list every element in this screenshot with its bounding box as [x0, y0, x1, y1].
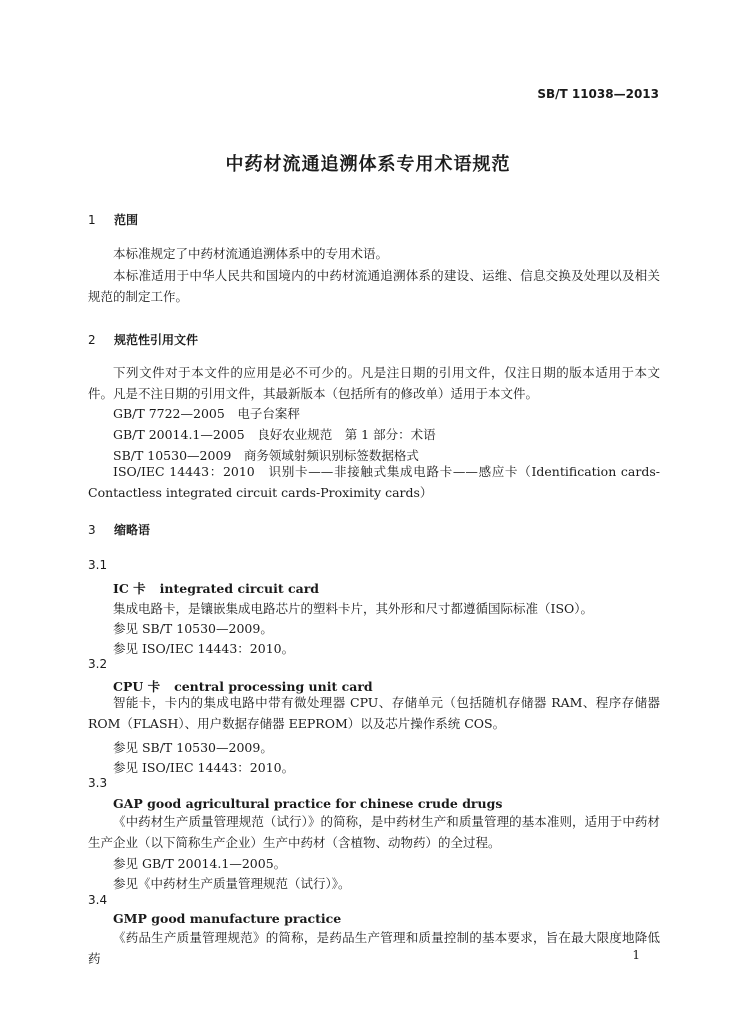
- section-3-heading: [88, 521, 150, 538]
- section-1-paragraph-1: 本标准规定了中药材流通追溯体系中的专用术语。: [113, 246, 389, 261]
- term-chinese: CPU 卡: [113, 679, 161, 694]
- reference-item: GB/T 20014.1—2005 良好农业规范 第 1 部分：术语: [113, 427, 436, 442]
- term-entry: GMP good manufacture practice: [113, 911, 342, 926]
- term-definition: 《中药材生产质量管理规范（试行）》的简称，是中药材生产和质量管理的基本准则，适用于中药材生产企业（以下简称生产企业）生产中药材（含植物、动物药）的全过程。: [88, 814, 660, 850]
- term-definition: 《药品生产质量管理规范》的简称，是药品生产管理和质量控制的基本要求，旨在最大限度地降低药: [88, 930, 660, 966]
- term-chinese: IC 卡: [113, 581, 146, 596]
- term-english: central processing unit card: [174, 679, 373, 694]
- reference-item: SB/T 10530—2009 商务领域射频识别标签数据格式: [113, 448, 419, 463]
- section-title: 规范性引用文件: [114, 333, 199, 347]
- clause-number: 3.1: [88, 558, 108, 572]
- clause-number: 3.2: [88, 657, 108, 671]
- term-entry: GAP good agricultural practice for chinese crude drugs: [113, 796, 503, 811]
- page-number: 1: [632, 948, 640, 962]
- standard-code: SB/T 11038—2013: [537, 87, 659, 101]
- section-1-paragraph-2: 本标准适用于中华人民共和国境内的中药材流通追溯体系的建设、运维、信息交换及处理以及相关规范的制定工作。: [88, 268, 660, 304]
- term-reference: 参见 SB/T 10530—2009。: [113, 740, 273, 755]
- term-reference: 参见 GB/T 20014.1—2005。: [113, 856, 287, 871]
- section-2-paragraph-1: 下列文件对于本文件的应用是必不可少的。凡是注日期的引用文件，仅注日期的版本适用于本文件。凡是不注日期的引用文件，其最新版本（包括所有的修改单）适用于本文件。: [88, 365, 660, 401]
- clause-number: 3.3: [88, 776, 108, 790]
- section-title: 缩略语: [114, 523, 151, 537]
- section-number: 1: [88, 213, 96, 227]
- section-title: 范围: [114, 213, 139, 227]
- term-definition: 智能卡，卡内的集成电路中带有微处理器 CPU、存储单元（包括随机存储器 RAM、程序存储器 ROM（FLASH）、用户数据存储器 EEPROM）以及芯片操作系统 COS。: [88, 695, 660, 731]
- reference-item: GB/T 7722—2005 电子台案秤: [113, 406, 300, 421]
- term-reference: 参见 ISO/IEC 14443：2010。: [113, 641, 295, 656]
- section-2-heading: [88, 331, 198, 348]
- term-english: integrated circuit card: [159, 581, 320, 596]
- section-number: 2: [88, 333, 96, 347]
- section-1-heading: [88, 211, 138, 228]
- reference-item: ISO/IEC 14443：2010 识别卡——非接触式集成电路卡——感应卡（Identification cards-Contactless integrated circuit cards-Proximity cards）: [88, 464, 660, 500]
- document-title: 中药材流通追溯体系专用术语规范: [225, 154, 511, 175]
- term-reference: 参见 SB/T 10530—2009。: [113, 621, 273, 636]
- term-entry: [113, 579, 319, 597]
- section-number: 3: [88, 523, 96, 537]
- clause-number: 3.4: [88, 893, 108, 907]
- term-reference: 参见《中药材生产质量管理规范（试行）》。: [113, 876, 351, 891]
- term-definition: 集成电路卡，是镶嵌集成电路芯片的塑料卡片，其外形和尺寸都遵循国际标准（ISO）。: [113, 601, 594, 616]
- term-reference: 参见 ISO/IEC 14443：2010。: [113, 760, 295, 775]
